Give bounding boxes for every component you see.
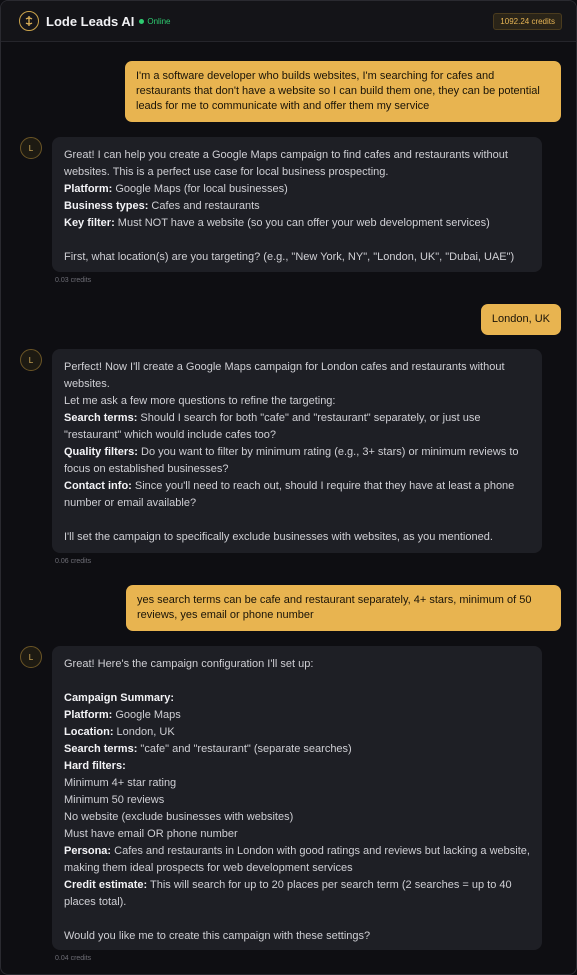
message-line: Campaign Summary: [64,692,175,704]
message-line: Quality filters: Do you want to filter by minimum rating (e.g., 3+ stars) or minimum reviews to focus on established businesses? [64,446,519,475]
message-line: I'll set the campaign to specifically exclude businesses with websites, as you mentioned. [64,531,493,543]
message-line: Let me ask a few more questions to refine the targeting: [64,395,336,407]
assistant-message [52,137,542,272]
message-line [64,512,530,529]
message-line: Business types: Cafes and restaurants [64,200,260,212]
message-cost: 0.04 credits [55,955,92,962]
message-line: Would you like me to create this campaign with these settings? [64,930,371,942]
message-line: Minimum 50 reviews [64,794,165,806]
assistant-avatar: L [20,137,42,159]
app-title: Lode Leads AI [46,13,135,29]
message-line: Key filter: Must NOT have a website (so you can offer your web development services) [64,217,490,229]
message-line: Platform: Google Maps (for local businesses) [64,183,288,195]
message-line: Platform: Google Maps [64,709,181,721]
message-cost: 0.03 credits [55,277,92,284]
message-line [64,911,530,928]
message-line: Great! I can help you create a Google Maps campaign to find cafes and restaurants without websites. This is a perfect use case for local business prospecting. [64,149,508,178]
message-line: Persona: Cafes and restaurants in London with good ratings and reviews but lacking a website, making them ideal prospects for web development services [64,845,530,874]
user-message-text: London, UK [491,313,550,325]
message-line: Must have email OR phone number [64,828,238,840]
user-message [126,585,561,631]
user-message [481,304,561,335]
message-line [64,232,530,249]
header [1,1,576,42]
assistant-avatar: L [20,349,42,371]
message-line: Search terms: Should I search for both "cafe" and "restaurant" separately, or just use "restaurant" which would include cafes too? [64,412,481,441]
message-line: No website (exclude businesses with websites) [64,811,294,823]
assistant-avatar: L [20,646,42,668]
message-line: Search terms: "cafe" and "restaurant" (separate searches) [64,743,352,755]
app-logo-icon [19,11,39,31]
message-line: Location: London, UK [64,726,175,738]
message-line [64,673,530,690]
user-message [125,61,561,122]
assistant-message [52,349,542,553]
online-status-text: Online [147,16,171,26]
credits-badge: 1092.24 credits [493,13,562,30]
message-line: First, what location(s) are you targeting? (e.g., "New York, NY", "London, UK", "Dubai, UAE") [64,251,515,263]
user-message-text: I'm a software developer who builds websites, I'm searching for cafes and restaurants that don't have a website so I can build them one, they can be potential leads for me to communicate with and offer them my service [136,70,540,112]
message-line: Minimum 4+ star rating [64,777,177,789]
user-message-text: yes search terms can be cafe and restaurant separately, 4+ stars, minimum of 50 reviews, yes email or phone number [137,594,532,621]
message-line: Contact info: Since you'll need to reach out, should I require that they have at least a phone number or email available? [64,480,515,509]
online-status-dot-icon [139,19,144,24]
message-line: Hard filters: [64,760,126,772]
message-cost: 0.06 credits [55,558,92,565]
assistant-message [52,646,542,950]
message-line: Perfect! Now I'll create a Google Maps campaign for London cafes and restaurants without websites. [64,361,505,390]
message-line: Credit estimate: This will search for up to 20 places per search term (2 searches = up to 40 places total). [64,879,512,908]
message-line: Great! Here's the campaign configuration I'll set up: [64,658,314,670]
